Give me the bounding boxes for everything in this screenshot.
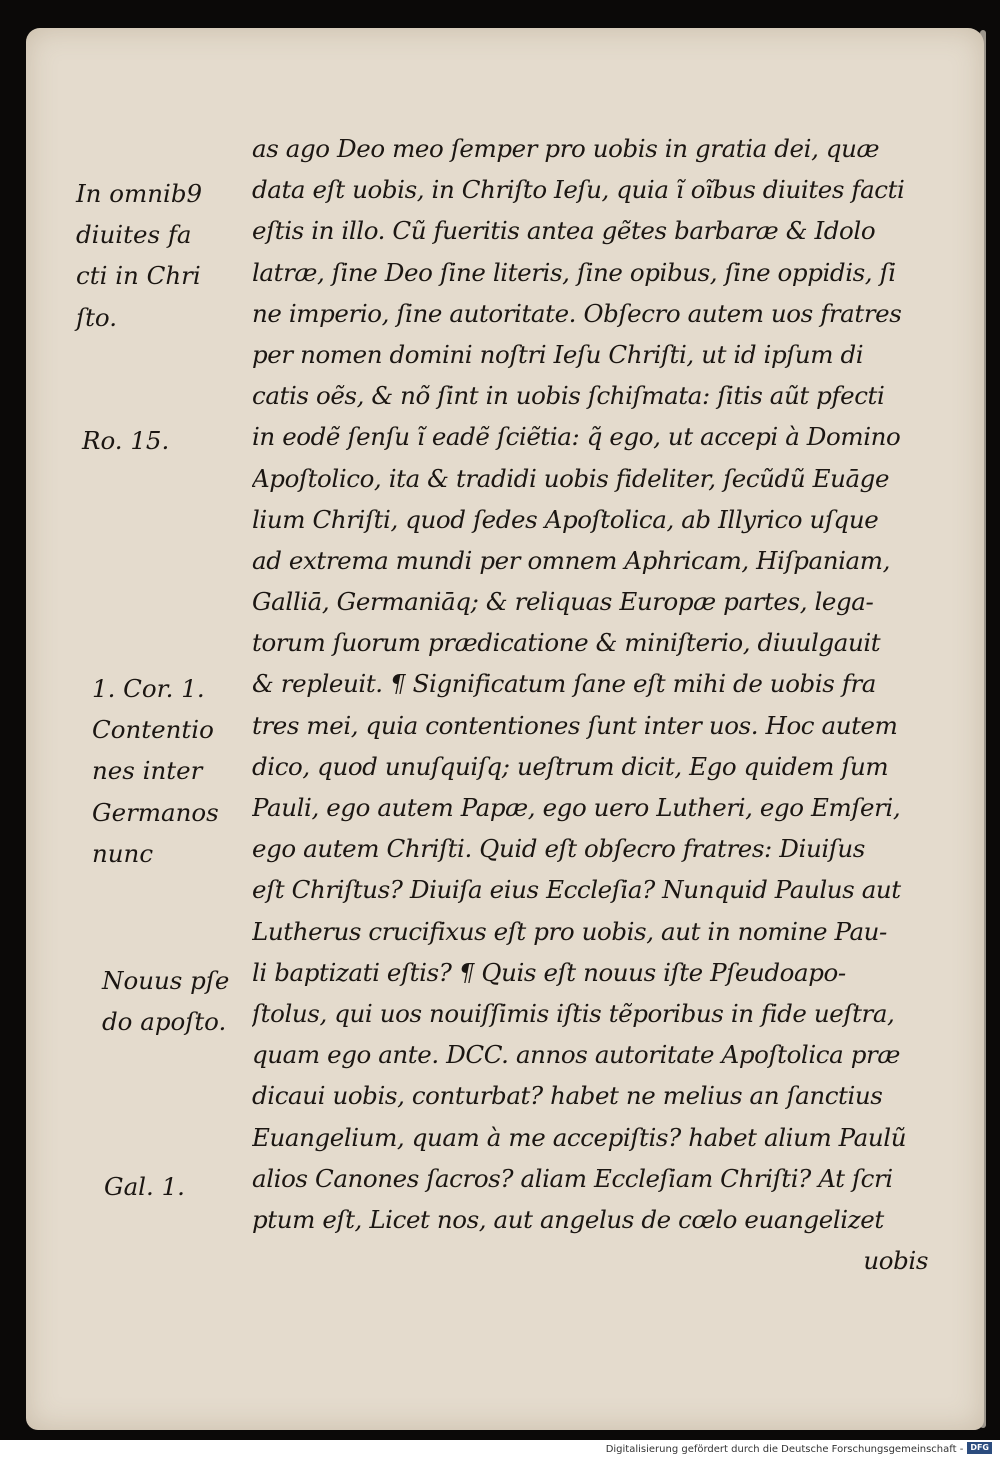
text-line: ego autem Chriſti. Quid eſt obſecro fratres: Diuiſus (252, 834, 865, 864)
marginal-line: do apoſto. (102, 1007, 227, 1037)
catchword: uobis (863, 1246, 928, 1276)
text-line: eſt Chriſtus? Diuiſa eius Eccleſia? Nunquid Paulus aut (252, 875, 901, 905)
marginal-line: In omnib9 (76, 179, 203, 208)
text-line: data eſt uobis, in Chriſto Ieſu, quia ĩ oĩbus diuites facti (252, 175, 905, 205)
text-line: eſtis in illo. Cũ fueritis antea gẽtes barbaræ & Idolo (252, 216, 876, 246)
text-line: in eodẽ ſenſu ĩ eadẽ ſciẽtia: q̃ ego, ut accepi à Domino (252, 422, 901, 452)
marginal-line: diuites fa (76, 220, 192, 250)
text-line: dicaui uobis, conturbat? habet ne melius an ſanctius (252, 1081, 883, 1111)
text-line: alios Canones ſacros? aliam Eccleſiam Chriſti? At ſcri (252, 1163, 893, 1193)
text-line: dico, quod unuſquiſq; ueſtrum dicit, Ego quidem ſum (252, 751, 889, 781)
text-line: Lutherus crucifixus eſt pro uobis, aut in nomine Pau- (252, 916, 887, 946)
funding-credit: Digitalisierung gefördert durch die Deutsche Forschungsgemeinschaft - (605, 1444, 964, 1455)
marginal-line: Gal. 1. (104, 1172, 185, 1201)
text-line: ſtolus, qui uos nouiſſimis iſtis tẽporibus in fide ueſtra, (252, 998, 895, 1028)
text-line: ne imperio, ſine autoritate. Obſecro autem uos fratres (252, 298, 902, 328)
text-line: quam ego ante. DCC. annos autoritate Apoſtolica præ (252, 1040, 900, 1070)
marginal-note-pseudo (102, 960, 229, 1042)
text-line: latræ, ſine Deo ſine literis, ſine opibus, ſine oppidis, ſi (252, 257, 896, 287)
dfg-logo-icon: DFG (967, 1442, 992, 1454)
text-line: Pauli, ego autem Papæ, ego uero Lutheri, ego Emſeri, (252, 793, 901, 822)
marginal-line: 1. Cor. 1. (92, 674, 205, 703)
text-line: tres mei, quia contentiones ſunt inter uos. Hoc autem (252, 710, 898, 740)
main-text-block (252, 128, 932, 1281)
text-line: catis oẽs, & nõ ſint in uobis ſchiſmata: ſitis aũt pfecti (252, 381, 885, 411)
text-line: torum ſuorum prædicatione & miniſterio, diuulgauit (252, 628, 881, 658)
marginal-line: ſto. (76, 302, 118, 332)
text-line: ptum eſt, Licet nos, aut angelus de cœlo euangelizet (252, 1204, 884, 1234)
text-line: ad extrema mundi per omnem Aphricam, Hiſpaniam, (252, 545, 890, 575)
marginal-line: cti in Chri (76, 261, 201, 291)
marginal-note-omnibus (76, 173, 202, 338)
marginal-line: Contentio (92, 715, 214, 745)
marginal-line: nunc (92, 838, 154, 868)
text-line: & repleuit. ¶ Significatum ſane eſt mihi de uobis fra (252, 669, 877, 699)
marginal-line: Nouus pſe (102, 966, 230, 995)
marginal-note-galatians (104, 1166, 185, 1207)
text-line: Euangelium, quam à me accepiſtis? habet alium Paulũ (252, 1122, 907, 1152)
text-line: lium Chriſti, quod ſedes Apoſtolica, ab Illyrico uſque (252, 504, 879, 534)
text-line: Galliā, Germaniāq; & reliquas Europæ partes, lega- (252, 587, 874, 617)
text-line: Apoſtolico, ita & tradidi uobis fideliter, ſecũdũ Euāge (252, 463, 890, 493)
text-line: per nomen domini noſtri Ieſu Chriſti, ut id ipſum di (252, 339, 864, 369)
marginal-line: Germanos (92, 797, 219, 827)
marginal-note-corinthians (92, 668, 219, 874)
text-line: li baptizati eſtis? ¶ Quis eſt nouus iſte Pſeudoapo- (252, 957, 846, 987)
marginal-note-romans (82, 420, 169, 461)
marginal-line: Ro. 15. (82, 426, 170, 455)
marginal-line: nes inter (92, 756, 203, 786)
text-line: as ago Deo meo ſemper pro uobis in gratia dei, quæ (252, 134, 880, 163)
digitization-footer (0, 1440, 1000, 1460)
